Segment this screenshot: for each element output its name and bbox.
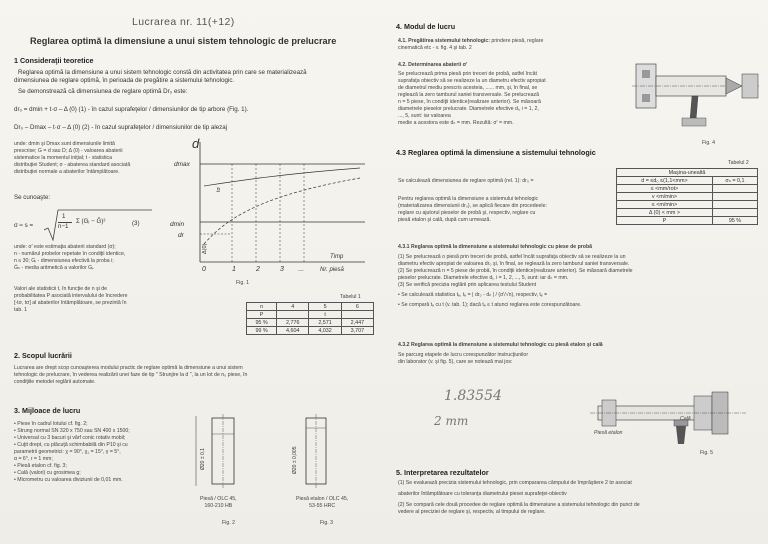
section-4-3-1-body (398, 254, 633, 309)
where-line: Ḡₙ - media aritmetică a valorilor Gᵢ. (14, 265, 95, 271)
table1-cell: 2,776 (277, 319, 309, 327)
fig1-dmin-label: dmin (170, 221, 185, 228)
section-4-2-line: ..., 5, sunt: iar valoarea (398, 113, 451, 119)
table1-cell: P (247, 311, 277, 319)
table1-cell: 99 % (247, 327, 277, 335)
table1-cell: n (247, 303, 277, 311)
section-2-line: Lucrarea are drept scop cunoaşterea modului practic de reglare optimă la dimensiune a unui sistem (14, 365, 243, 371)
table1-header-row (247, 303, 374, 311)
definition-line: distribuţiei Student; σ - abaterea standard asociată (14, 162, 131, 168)
table2-row (617, 169, 758, 177)
fig1-tick-2: 2 (256, 266, 260, 273)
fig4-tool-holder (682, 118, 706, 126)
eq3-number: (3) (132, 220, 140, 227)
document-title: Lucrarea nr. 11(+12) (132, 16, 235, 28)
definition-line: unde: dmin şi Dmax sunt dimensiunile limită (14, 141, 115, 147)
table2-cell: Maşina-unealtă (617, 169, 758, 177)
table1-cell: 5 (309, 303, 341, 311)
section-2-heading: 2. Scopul lucrării (14, 351, 72, 360)
section-4-3-para-line: (materializarea dimensiunii dr₀), se aplică fiecare din procedeele: (398, 203, 547, 209)
t-values-block (14, 286, 128, 314)
section-1-para-1b: dimensiunea de reglare optimă, în perioada de pregătire a sistemului tehnologic. (14, 77, 235, 84)
section-4-3-1-line: (3) Se verifică precizia reglării prin aplicarea testului Student (398, 282, 537, 288)
section-4-2-body (398, 71, 546, 127)
figure-3 (276, 414, 358, 496)
fig1-curve-upper (204, 168, 360, 186)
fig4-caption: Fig. 4 (702, 140, 715, 146)
definition-line: distribuţiei normale a abaterilor întâmplătoare. (14, 169, 120, 175)
table2-cell: Δ (0) < mm > (617, 209, 713, 217)
handwritten-note-2: 2 mm (434, 414, 469, 428)
handwritten-note-1: 1.83554 (444, 388, 502, 404)
section-4-1-title: 4.1. Pregătirea sistemului tehnologic: (398, 38, 490, 44)
table-2 (616, 168, 758, 225)
fig1-dr-label: dr (178, 232, 184, 239)
t-values-line: Valori ale statisticii t, în funcţie de n şi de (14, 286, 108, 292)
fig4-tailstock (742, 74, 758, 98)
table1-cell: 4,604 (277, 327, 309, 335)
section-2-line: tehnologic de prelucrare, în vederea realizării unei faze de tip " Strunjire la d ", la un lot de n₀ piese, în (14, 372, 248, 378)
section-4-3-2-title: 4.3.2 Reglarea optimă la dimensiune a sistemului tehnologic cu piesă etalon şi cală (398, 342, 603, 348)
fig1-ylabel: d (192, 136, 200, 151)
section-1-para-2: Se demonstrează că dimensiunea de reglare optimă Dr₀ este: (18, 88, 188, 95)
section-4-1 (398, 38, 543, 52)
table1-cell: 4,032 (309, 327, 341, 335)
section-4-3-1-title: 4.3.1 Reglarea optimă la dimensiune a sistemului tehnologic cu piese de probă (398, 244, 593, 250)
fig1-dmax-label: dmax (174, 161, 190, 168)
figure-5 (590, 378, 750, 448)
section-4-3-1-line: (2) Se prelucrează n = 5 piese de probă, în condiţii identice(realizare anterior). Se măsoară diametrele (398, 268, 633, 274)
table2-cell (712, 185, 757, 193)
fig1-tick-1: 1 (232, 266, 236, 273)
definition-line: prescrise; G = d sau D; Δ (0) - valoarea abaterii (14, 148, 123, 154)
t-values-line: [-tσ, tσ] al abaterilor întâmplătoare, se prezintă în (14, 300, 127, 306)
section-4-1-line (398, 38, 543, 45)
fig5-tool (676, 426, 686, 444)
fig3-caption: Fig. 3 (320, 520, 333, 526)
section-5-body (398, 480, 640, 516)
table1-row (247, 327, 374, 335)
document-subtitle: Reglarea optimă la dimensiune a unui sistem tehnologic de prelucrare (30, 36, 337, 46)
table1-caption: Tabelul 1 (340, 294, 361, 300)
section-3-list (14, 421, 130, 484)
table-1 (246, 302, 374, 335)
table2-cell: v <m/min> (617, 193, 713, 201)
fig2-material: Piesă / OLC 45, (200, 496, 237, 502)
section-4-3-heading: 4.3 Reglarea optimă la dimensiune a sistemului tehnologic (396, 148, 596, 157)
fig5-label-etalon: Piesă etalon (594, 430, 623, 436)
fig2-hardness: 160-210 HB (204, 503, 233, 509)
fig5-caption: Fig. 5 (700, 450, 713, 456)
section-1-para-1a: Reglarea optimă la dimensiune a unui sistem tehnologic constă din activitatea prin care se materializează (18, 69, 307, 76)
fig2-label (200, 496, 237, 510)
section-4-3-1-line: (1) Se prelucrează o piesă prin treceri de probă, astfel încât suprafaţa obiectiv să se realizeze la un (398, 254, 626, 260)
table2-cell: ≤ <m/min> (617, 201, 713, 209)
fig1-curve-lower (204, 178, 360, 244)
equation-3 (14, 208, 164, 244)
section-3-item: parametrii geometrici: χ = 90°, χ₁ = 15°, γ = 5°, (14, 449, 121, 455)
fig2-dim-label: Ø20 ± 0,1 (200, 448, 206, 470)
table2-cell (712, 201, 757, 209)
table1-cell: t (309, 311, 341, 319)
section-5-heading: 5. Interpretarea rezultatelor (396, 468, 489, 477)
fig1-timp-label: Timp (330, 254, 344, 260)
t-values-line: tab. 1 (14, 307, 27, 313)
section-4-3-para-line: Pentru reglarea optimă la dimensiune a sistemului tehnologic (398, 196, 539, 202)
figure-4 (632, 34, 762, 134)
section-1-heading: 1 Consideraţii teoretice (14, 56, 94, 65)
fig1-xlabel: Nr. piesă (320, 267, 344, 273)
figure-1 (170, 134, 370, 274)
table2-row (617, 201, 758, 209)
section-4-1-rest: prindere piesă, reglare (491, 38, 544, 44)
table2-cell (712, 193, 757, 201)
table1-cell (341, 311, 373, 319)
table2-row (617, 177, 758, 185)
section-4-2-line: diametrele pieselor prelucrate. Diametrele efective dᵢ, i = 1, 2, (398, 106, 539, 112)
fig1-tsigma-label: tσ (216, 187, 222, 192)
section-5-line: (1) Se evaluează precizia sistemului tehnologic, prin compararea câmpului de împrăştiere 2 tσ asociat (398, 480, 632, 486)
section-4-3-1-line: • Se compară tₑ cu t (v. tab. 1); dacă tₑ ≤ t atunci reglarea este corespunzătoare. (398, 302, 582, 308)
table2-cell: ≤ <mm/rot> (617, 185, 713, 193)
fig1-tick-0: 0 (202, 266, 206, 273)
fig4-tailstock-center (726, 78, 742, 94)
section-4-3-2-line: Se parcurg etapele de lucru corespunzător instrucţiunilor (398, 352, 529, 358)
t-values-line: probabilitatea P asociată intervalului de încredere (14, 293, 128, 299)
table2-p-cell: 95 % (712, 217, 757, 225)
section-3-item: • Piese în cadrul lotului cf. fig. 2; (14, 421, 88, 427)
fig1-tick-3: 3 (280, 266, 284, 273)
table2-cell: d = ≤d₀ ≤(1,1<mm> (617, 177, 713, 185)
where-block (14, 244, 125, 272)
fig2-caption: Fig. 2 (222, 520, 235, 526)
section-3-item: • Cală (valori) cu grosimea g; (14, 470, 81, 476)
fig1-tick-more: ... (298, 266, 304, 273)
section-3-item: • Strung normal SN 320 x 750 sau SN 400 x 1500; (14, 428, 130, 434)
figure-2 (190, 414, 272, 496)
section-4-3-para (398, 196, 547, 224)
table1-cell: 2,447 (341, 319, 373, 327)
section-4-3-1-line: • Se calculează statistica tₑ, tₑ = | dr₀ - dₙ | / (σ'/√n), respectiv, tₑ = (398, 292, 548, 298)
section-4-2-line: Se prelucrează prima piesă prin treceri de probă, astfel încât (398, 71, 537, 77)
section-4-3-1-line: diametru efectiv apropiat de valoarea dr₀ şi, în final, se reglează la zero tamburul saniei transversale. (398, 261, 630, 267)
eq3-left: σ ≈ s = (14, 222, 34, 229)
section-4-2-line: de diametrul mediu prescris acesteia, ...... mm, şi, în final, se (398, 85, 538, 91)
section-4-3-2-body (398, 352, 528, 366)
section-4-1-line-2: cinematică etc - v. fig. 4 şi tab. 2 (398, 45, 472, 51)
table2-cell: P (617, 217, 713, 225)
table2-cell (712, 209, 757, 217)
table1-p-row (247, 311, 374, 319)
section-4-2-line: suprafaţa obiectiv să se realizeze la un diametru efectiv apropiat (398, 78, 546, 84)
fig4-jaw (642, 94, 650, 102)
fig3-label (296, 496, 348, 510)
section-4-3-para-line: reglare cu ajutorul pieselor de probă şi, respectiv, reglare cu (398, 210, 536, 216)
table1-cell: 4 (277, 303, 309, 311)
definitions-block (14, 141, 130, 176)
fig3-material: Piesă etalon / OLC 45, (296, 496, 349, 502)
section-4-2-title: 4.2. Determinarea abaterii σ' (398, 62, 468, 68)
fig4-jaw (642, 70, 650, 78)
table1-cell: 95 % (247, 319, 277, 327)
table2-row (617, 193, 758, 201)
section-4-3-line: Se calculează dimensiunea de reglare optimă (rel. 1): dr₀ = (398, 178, 534, 184)
section-2-line: condiţiile metodei reglării automate. (14, 379, 96, 385)
section-3-item: α = 6°, r = 1 mm; (14, 456, 53, 462)
section-3-item: • Universal cu 3 bacuri şi vârf conic rotativ mobil; (14, 435, 126, 441)
table1-cell: 3,707 (341, 327, 373, 335)
fig5-label-cala: Cală (680, 416, 691, 422)
definition-line: sistematice la momentul iniţial; t - statistica (14, 155, 113, 161)
fig1-caption: Fig. 1 (236, 280, 249, 286)
fig4-tool (690, 96, 698, 120)
fig3-hardness: 53-55 HRC (309, 503, 336, 509)
where-line: n - numărul probelor repetate în condiţii identice, (14, 251, 126, 257)
table2-row (617, 217, 758, 225)
section-3-item: • Micrometru cu valoarea diviziunii de 0,01 mm. (14, 477, 123, 483)
fig1-delta-label: Δ(0) (202, 243, 208, 254)
section-4-2-line: medie a acestora este dₙ = mm. Rezultă: σ' = mm. (398, 120, 514, 126)
eq3-frac-num: 1 (62, 213, 66, 220)
where-line: unde: σ' este estimaţia abaterii standard (σ); (14, 244, 116, 250)
section-4-3-2-line: din laborator (v. şi fig. 5), care se notează mai jos: (398, 359, 513, 365)
section-3-heading: 3. Mijloace de lucru (14, 406, 81, 415)
cunoaste-label: Se cunoaşte: (14, 194, 51, 201)
section-2-body (14, 365, 247, 386)
table1-cell (277, 311, 309, 319)
section-4-3-para-line: piesă etalon şi cală, după cum urmează. (398, 217, 491, 223)
eq3-sum: Σ (Gᵢ − Ḡ)² (76, 218, 106, 225)
equation-2: Dr₀ – Dmax – t·σ – Δ (0) (2) - în cazul suprafeţelor / dimensiunilor de tip alezaj (14, 124, 228, 131)
equation-1: dr₀ = dmin + t·σ – Δ (0) (1) - în cazul suprafeţelor / dimensiunilor de tip arbore (Fig. 1). (14, 106, 249, 113)
section-3-item: • Cuţit drept, cu plăcuţă schimbabilă din P10 şi cu (14, 442, 128, 448)
eq3-frac-den: n−1 (58, 223, 69, 230)
section-5-line: abaterilor întâmplătoare cu toleranţa diametrului piesei suprafeţei-obiectiv (398, 491, 567, 497)
table2-caption: Tabelul 2 (728, 160, 749, 166)
section-4-2-line: n = 5 piese, în condiţii identice(realizare anterior). Se măsoară (398, 99, 541, 105)
section-5-line: (2) Se compară cele două procedee de reglare optimă la dimensiune a sistemului tehnologic din punct de (398, 502, 640, 508)
table1-cell: 6 (341, 303, 373, 311)
right-column (384, 0, 768, 544)
section-4-heading: 4. Modul de lucru (396, 22, 456, 31)
fig3-dim-label: Ø20 ± 0,005 (292, 446, 298, 474)
section-3-item: • Piesă etalon cf. fig. 3; (14, 463, 67, 469)
where-line: n ≤ 30; Gᵢ - dimensiunea efectivă la proba i; (14, 258, 114, 264)
table1-cell: 2,571 (309, 319, 341, 327)
section-4-2-line: reglează la zero tamburul saniei transversale. Se prelucrează (398, 92, 539, 98)
table2-row (617, 209, 758, 217)
table2-row (617, 185, 758, 193)
table2-side-cell: σₙ = 0,1 (712, 177, 757, 185)
section-5-line: vedere al preciziei de reglare şi, respectiv, al timpului de reglare. (398, 509, 546, 515)
table1-row (247, 319, 374, 327)
section-4-3-1-line: pieselor prelucrate. Diametrele efective dᵢ, i = 1, 2, ..., 5, sunt: iar dₙ = mm. (398, 275, 569, 281)
